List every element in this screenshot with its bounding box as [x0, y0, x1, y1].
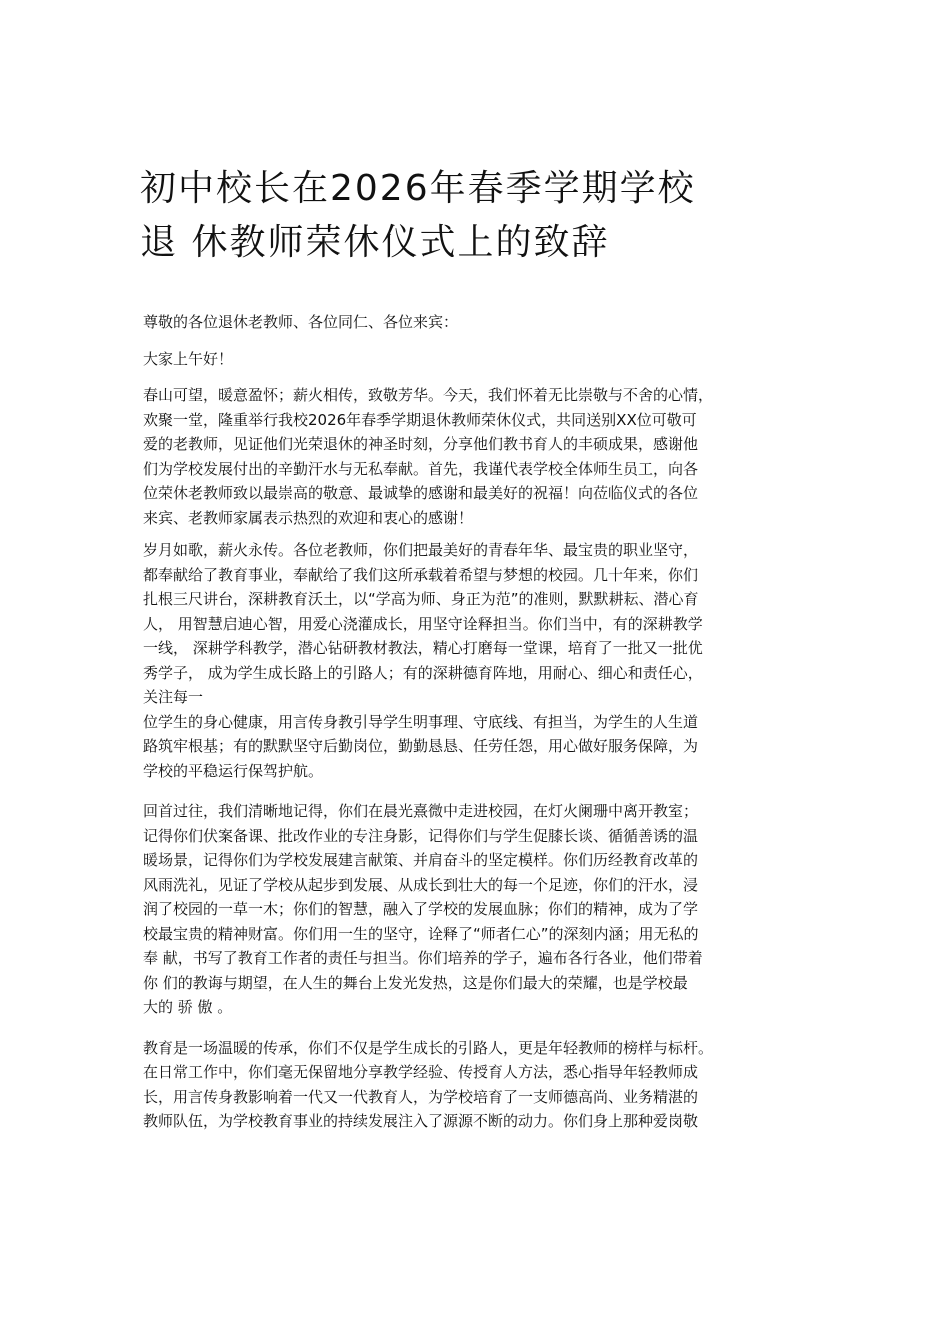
text-line: 学校的平稳运行保驾护航。: [143, 761, 324, 780]
document-title: [140, 162, 820, 270]
text-line: 位荣休老教师致以最崇高的敬意、最诚挚的感谢和最美好的祝福！向莅临仪式的各位: [143, 484, 699, 502]
text-line: 都奉献给了教育事业，奉献给了我们这所承载着希望与梦想的校园。几十年来，你们: [143, 565, 699, 584]
text-line: 扎根三尺讲台，深耕教育沃土，以“学高为师、身正为范”的准则，默默耕耘、潜心育: [143, 590, 699, 608]
text-line: 风雨洗礼，见证了学校从起步到发展、从成长到壮大的每一个足迹，你们的汗水，浸: [143, 875, 699, 894]
text-line: 教师队伍，为学校教育事业的持续发展注入了源源不断的动力。你们身上那种爱岗敬: [143, 1112, 699, 1130]
opening-paragraph: [143, 383, 823, 530]
text-line: 长，用言传身教影响着一代又一代教育人，为学校培育了一支师德高尚、业务精湛的: [143, 1087, 699, 1106]
text-line: 欢聚一堂，隆重举行我校2026年春季学期退休教师荣休仪式，共同送别XX位可敬可: [143, 410, 697, 429]
text-line: 一线， 深耕学科教学，潜心钻研教材教法，精心打磨每一堂课，培育了一批又一批优: [143, 639, 703, 657]
legacy-paragraph: [143, 1036, 823, 1134]
text-line: 路筑牢根基；有的默默坚守后勤岗位，勤勤恳恳、任劳任怨，用心做好服务保障，为: [143, 737, 699, 755]
text-line: 大家上午好！: [143, 349, 234, 368]
text-line: 校最宝贵的精神财富。你们用一生的坚守，诠释了“师者仁心”的深刻内涵；用无私的: [143, 924, 699, 943]
text-line: 润了校园的一草一木；你们的智慧，融入了学校的发展血脉；你们的精神，成为了学: [143, 900, 699, 918]
text-line: 你 们的教诲与期望，在人生的舞台上发光发热，这是你们最大的荣耀，也是学校最: [143, 973, 688, 992]
text-line: 教育是一场温暖的传承，你们不仅是学生成长的引路人，更是年轻教师的榜样与标杆。: [143, 1038, 714, 1057]
text-line: 秀学子， 成为学生成长路上的引路人；有的深耕德育阵地，用耐心、细心和责任心，: [143, 663, 703, 682]
text-line: 奉 献，书写了教育工作者的责任与担当。你们培养的学子，遍布各行各业，他们带着: [143, 949, 703, 967]
text-line: 尊敬的各位退休老教师、各位同仁、各位来宾：: [143, 313, 459, 331]
text-line: 人， 用智慧启迪心智，用爱心浇灌成长，用坚守诠释担当。你们当中，有的深耕教学: [143, 614, 703, 633]
salutation-paragraph: [143, 310, 823, 335]
text-line: 在日常工作中，你们毫无保留地分享教学经验、传授育人方法，悉心指导年轻教师成: [143, 1063, 699, 1081]
document-body: [143, 310, 823, 1134]
text-line: 关注每一: [143, 688, 204, 706]
greeting-paragraph: [143, 347, 823, 372]
text-line: 春山可望，暖意盈怀；薪火相传，致敬芳华。今天，我们怀着无比崇敬与不舍的心情，: [143, 386, 714, 404]
text-line: 记得你们伏案备课、批改作业的专注身影，记得你们与学生促膝长谈、循循善诱的温: [143, 826, 699, 845]
text-line: 们为学校发展付出的辛勤汗水与无私奉献。首先，我谨代表学校全体师生员工，向各: [143, 459, 699, 478]
text-line: 岁月如歌，薪火永传。各位老教师，你们把最美好的青春年华、最宝贵的职业坚守，: [143, 541, 699, 559]
text-line: 来宾、老教师家属表示热烈的欢迎和衷心的感谢！: [143, 508, 474, 527]
text-line: 位学生的身心健康，用言传身教引导学生明事理、守底线、有担当，为学生的人生道: [143, 712, 699, 731]
memories-paragraph: [143, 799, 823, 1020]
tribute-paragraph: [143, 538, 823, 783]
title-line: 初中校长在2026年春季学期学校: [140, 168, 696, 209]
text-line: 爱的老教师，见证他们光荣退休的神圣时刻，分享他们教书育人的丰硕成果，感谢他: [143, 435, 699, 453]
text-line: 大的 骄 傲 。: [143, 998, 233, 1016]
title-line: 退 休教师荣休仪式上的致辞: [140, 222, 610, 263]
text-line: 回首过往，我们清晰地记得，你们在晨光熹微中走进校园，在灯火阑珊中离开教室；: [143, 802, 699, 820]
text-line: 暖场景，记得你们为学校发展建言献策、并肩奋斗的坚定模样。你们历经教育改革的: [143, 851, 699, 869]
